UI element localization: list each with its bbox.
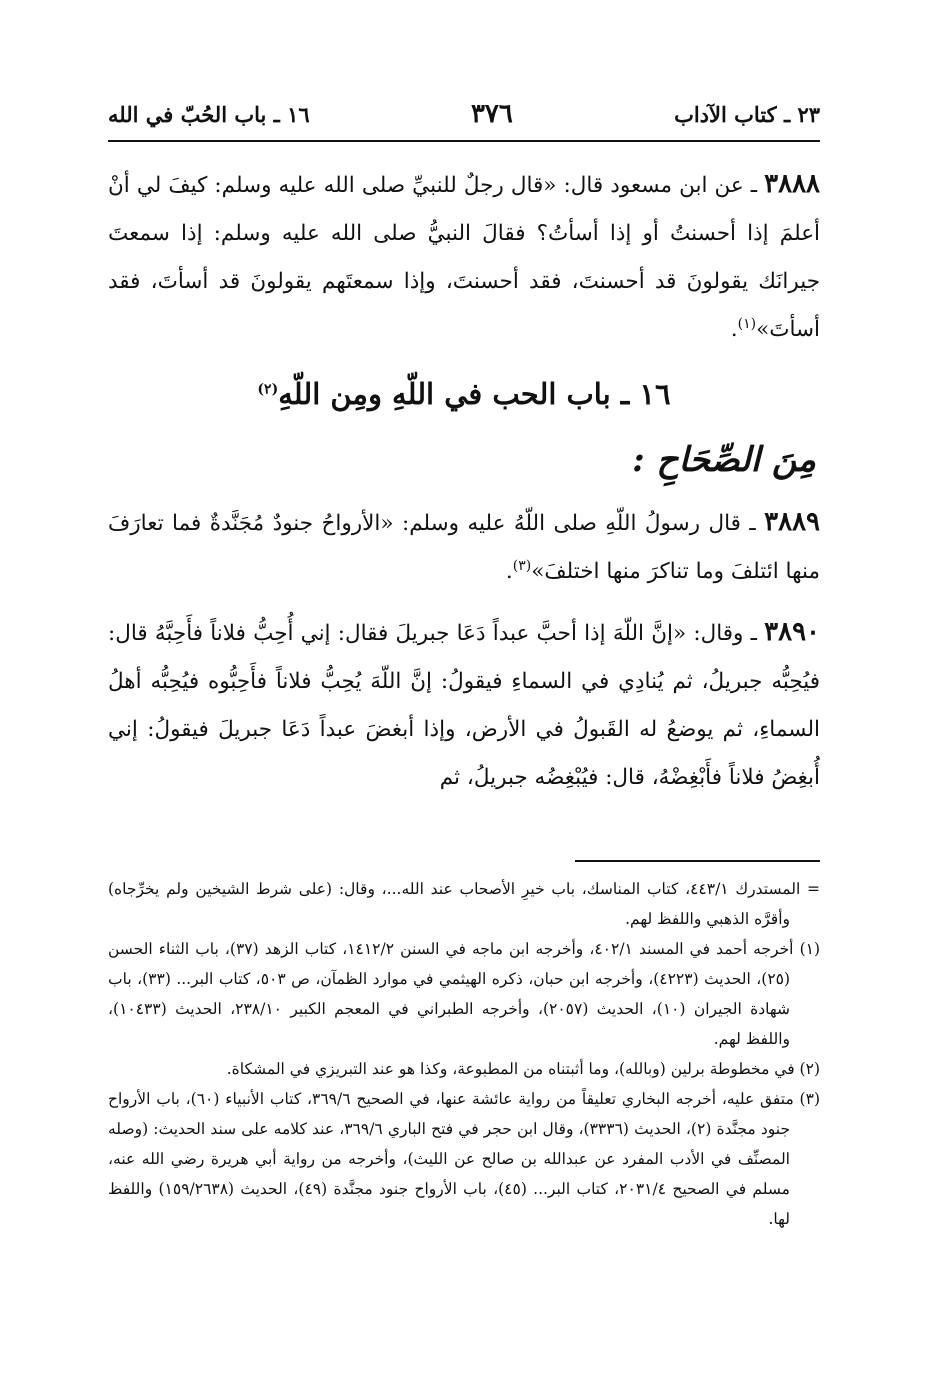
footnote-1: (١) أخرجه أحمد في المسند ٤٠٢/١، وأخرجه ابن ماجه في السنن ١٤١٢/٢، كتاب الزهد (٣٧)، باب الثناء الحسن (٢٥)، الحديث (٤٢٢٣)، وأخرجه ابن حبان، ذكره الهيثمي في موارد الظمآن، ص ٥٠٣، كتاب البر... (٣٣)، باب شهادة الجيران (١٠)، الحديث (٢٠٥٧)، وأخرجه الطبراني في المعجم الكبير ٢٣٨/١٠، الحديث (١٠٤٣٣)، واللفظ لهم.: [108, 940, 821, 1048]
footnote-2: (٢) في مخطوطة برلين (وبالله)، وما أثبتناه من المطبوعة، وكذا هو عند التبريزي في المشكاة.: [226, 1060, 820, 1078]
hadith-end: .: [730, 317, 738, 342]
header-chapter-title: ١٦ ـ باب الحُبّ في الله: [108, 101, 310, 127]
section-label: مِنَ الصِّحَاحِ :: [632, 440, 816, 480]
hadith-number: ٣٨٨٨: [764, 169, 820, 199]
hadith-text: ـ عن ابن مسعود قال: «قال رجلٌ للنبيِّ صلى الله عليه وسلم: كيفَ لي أنْ أعلمَ إذا أحسنتُ أو إذا أسأتُ؟ فقالَ النبيُّ صلى الله عليه وسلم: إذا سمعتَ جيرانَك يقولونَ قد أحسنتَ، فقد أحسنتَ، وإذا سمعتَهم يقولونَ قد أسأتَ، فقد أسأتَ»: [108, 173, 820, 342]
page-number: ٣٧٦: [470, 99, 513, 129]
paragraph-gap: [108, 596, 820, 608]
hadith-number: ٣٨٩٠: [764, 617, 820, 647]
chapter-heading: [108, 366, 820, 422]
footnote-continuation: = المستدرك ٤٤٣/١، كتاب المناسك، باب خيرِ الأصحاب عند الله...، وقال: (على شرط الشيخين ولم يخرِّجاه) وأقرَّه الذهبي واللفظ لهم.: [108, 880, 820, 928]
footnote-ref: (٣): [512, 557, 532, 574]
header-book-title: ٢٣ ـ كتاب الآداب: [674, 101, 820, 127]
hadith-3889: [108, 498, 820, 596]
chapter-title: ١٦ ـ باب الحب في اللّهِ ومِن اللّهِ: [278, 377, 671, 411]
running-header: [108, 92, 820, 136]
hadith-3888: [108, 160, 820, 354]
hadith-number: ٣٨٨٩: [764, 507, 820, 537]
hadith-text: ـ قال رسولُ اللّهِ صلى اللّهُ عليه وسلم: «الأرواحُ جنودٌ مُجَنَّدةٌ فما تعارَفَ منها ائتلفَ وما تناكرَ منها اختلفَ»: [108, 511, 820, 584]
hadith-text: ـ وقال: «إنَّ اللّهَ إذا أحبَّ عبداً دَعَا جبريلَ فقال: إني أُحِبُّ فلاناً فأَحِبَّهُ قال: فيُحِبُّه جبريلُ، ثم يُنادِي في السماءِ فيقولُ: إنَّ اللّهَ يُحِبُّ فلاناً فأَحِبُّوه فيُحِبُّه أهلُ السماءِ، ثم يوضعُ له القَبولُ في الأرض، وإذا أبغضَ عبداً دَعَا جبريلَ فيقولُ: إني أُبغِضُ فلاناً فأَبْغِضْهُ، قال: فيُبْغِضُه جبريلُ، ثم: [108, 621, 820, 790]
footnote-rule: [575, 860, 820, 862]
hadith-3890: [108, 608, 820, 802]
header-rule: [108, 140, 820, 142]
chapter-footnote-ref: (٢): [257, 381, 279, 398]
footnotes: [108, 874, 820, 1234]
footnote-ref: (١): [737, 315, 757, 332]
footnote-3: (٣) متفق عليه، أخرجه البخاري تعليقاً من رواية عائشة عنها، في الصحيح ٣٦٩/٦، كتاب الأنبياء (٦٠)، باب الأرواح جنود مجنَّدة (٢)، الحديث (٣٣٣٦)، وقال ابن حجر في فتح الباري ٣٦٩/٦، عند كلامه على سند الحديث: (وصله المصنِّف في الأدب المفرد عن عبدالله بن صالح عن الليث)، وأخرجه من رواية أبي هريرة رضي الله عنه، مسلم في الصحيح ٢٠٣١/٤، كتاب البر... (٤٥)، باب الأرواح جنود مجنَّدة (٤٩)، الحديث (١٥٩/٢٦٣٨) واللفظ لها.: [108, 1090, 820, 1228]
main-text: [108, 160, 820, 802]
hadith-end: .: [505, 559, 513, 584]
